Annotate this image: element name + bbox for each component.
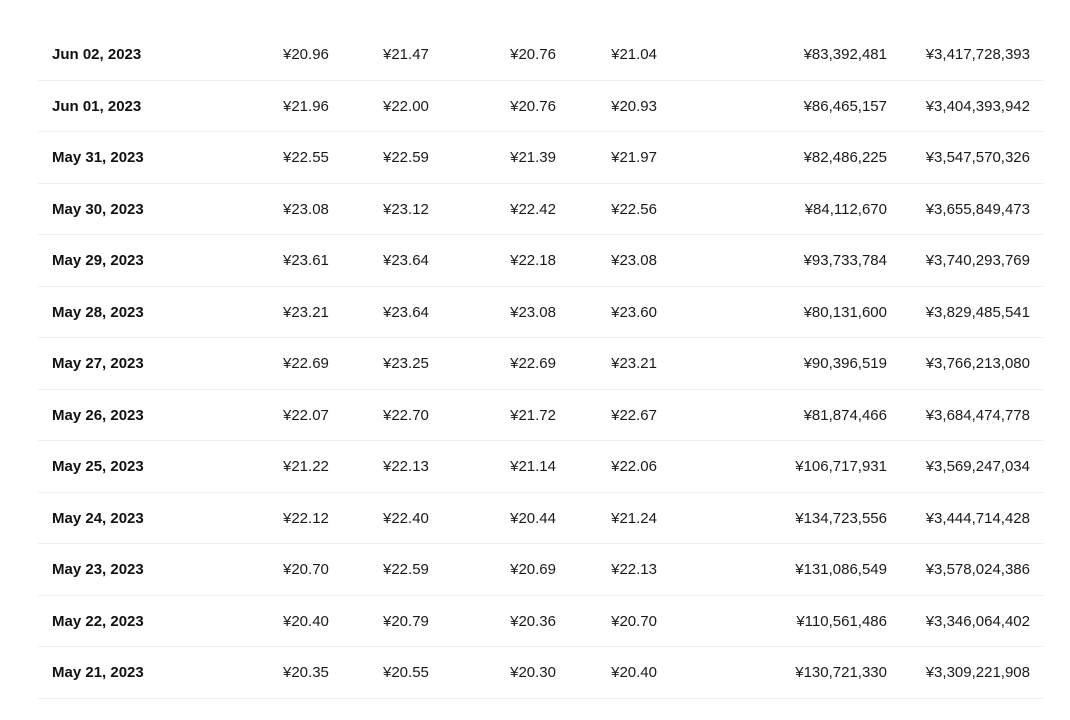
cell-market-cap: ¥3,684,474,778 bbox=[925, 406, 1030, 424]
cell-high: ¥23.64 bbox=[383, 303, 429, 321]
table-row bbox=[38, 235, 1044, 287]
cell-volume: ¥93,733,784 bbox=[803, 252, 887, 269]
table-row bbox=[38, 596, 1044, 648]
cell-high: ¥22.59 bbox=[383, 561, 429, 578]
cell-close: ¥20.40 bbox=[611, 664, 657, 681]
cell-high: ¥22.13 bbox=[383, 458, 429, 475]
cell-market-cap: ¥3,346,064,402 bbox=[925, 612, 1030, 630]
cell-volume: ¥106,717,931 bbox=[795, 458, 887, 475]
cell-date: May 30, 2023 bbox=[52, 200, 144, 218]
cell-low: ¥20.30 bbox=[510, 664, 556, 681]
cell-volume: ¥134,723,556 bbox=[795, 509, 887, 527]
cell-date: May 22, 2023 bbox=[52, 612, 144, 630]
cell-low: ¥20.44 bbox=[510, 509, 556, 527]
cell-close: ¥22.67 bbox=[611, 406, 657, 424]
cell-market-cap: ¥3,569,247,034 bbox=[925, 458, 1030, 475]
table-row bbox=[38, 647, 1044, 699]
cell-close: ¥22.13 bbox=[611, 561, 657, 578]
cell-date: May 28, 2023 bbox=[52, 303, 144, 321]
cell-open: ¥23.61 bbox=[283, 252, 329, 269]
cell-market-cap: ¥3,829,485,541 bbox=[925, 303, 1030, 321]
cell-market-cap: ¥3,655,849,473 bbox=[925, 200, 1030, 218]
cell-market-cap: ¥3,740,293,769 bbox=[925, 252, 1030, 269]
cell-close: ¥20.70 bbox=[611, 612, 657, 630]
cell-volume: ¥131,086,549 bbox=[795, 561, 887, 578]
cell-date: May 26, 2023 bbox=[52, 406, 144, 424]
cell-date: Jun 01, 2023 bbox=[52, 97, 142, 115]
cell-open: ¥22.55 bbox=[283, 149, 329, 166]
cell-low: ¥20.36 bbox=[510, 612, 556, 630]
cell-volume: ¥84,112,670 bbox=[804, 200, 887, 218]
cell-close: ¥22.56 bbox=[611, 200, 657, 218]
cell-date: May 31, 2023 bbox=[52, 149, 144, 166]
cell-market-cap: ¥3,309,221,908 bbox=[925, 664, 1030, 681]
table-row bbox=[38, 390, 1044, 442]
cell-market-cap: ¥3,578,024,386 bbox=[925, 561, 1030, 578]
cell-open: ¥22.69 bbox=[283, 355, 329, 372]
cell-low: ¥23.08 bbox=[510, 303, 556, 321]
cell-low: ¥20.76 bbox=[510, 97, 556, 115]
cell-high: ¥23.25 bbox=[383, 355, 429, 372]
cell-volume: ¥82,486,225 bbox=[803, 149, 887, 166]
cell-close: ¥21.24 bbox=[611, 509, 657, 527]
cell-open: ¥22.07 bbox=[283, 406, 329, 424]
cell-open: ¥20.70 bbox=[283, 561, 329, 578]
cell-low: ¥21.39 bbox=[510, 149, 556, 166]
cell-volume: ¥130,721,330 bbox=[795, 664, 887, 681]
cell-market-cap: ¥3,404,393,942 bbox=[925, 97, 1030, 115]
cell-close: ¥22.06 bbox=[611, 458, 657, 475]
cell-date: May 24, 2023 bbox=[52, 509, 144, 527]
table-row bbox=[38, 441, 1044, 493]
cell-market-cap: ¥3,444,714,428 bbox=[925, 509, 1030, 527]
cell-close: ¥21.04 bbox=[611, 46, 657, 63]
cell-high: ¥20.55 bbox=[383, 664, 429, 681]
cell-high: ¥22.59 bbox=[383, 149, 429, 166]
cell-volume: ¥90,396,519 bbox=[803, 355, 887, 372]
cell-volume: ¥110,561,486 bbox=[796, 612, 887, 630]
cell-open: ¥20.35 bbox=[283, 664, 329, 681]
cell-open: ¥22.12 bbox=[283, 509, 329, 527]
cell-date: May 21, 2023 bbox=[52, 664, 144, 681]
cell-volume: ¥86,465,157 bbox=[803, 97, 887, 115]
cell-volume: ¥80,131,600 bbox=[803, 303, 887, 321]
cell-date: May 29, 2023 bbox=[52, 252, 144, 269]
cell-open: ¥23.21 bbox=[283, 303, 329, 321]
table-row bbox=[38, 81, 1044, 133]
cell-low: ¥21.14 bbox=[510, 458, 556, 475]
table-row bbox=[38, 29, 1044, 81]
cell-high: ¥22.00 bbox=[383, 97, 429, 115]
table-row bbox=[38, 338, 1044, 390]
cell-low: ¥22.42 bbox=[510, 200, 556, 218]
table-row bbox=[38, 493, 1044, 545]
cell-low: ¥21.72 bbox=[510, 406, 556, 424]
cell-open: ¥20.96 bbox=[283, 46, 329, 63]
cell-close: ¥23.60 bbox=[611, 303, 657, 321]
table-row bbox=[38, 132, 1044, 184]
cell-open: ¥20.40 bbox=[283, 612, 329, 630]
cell-low: ¥20.69 bbox=[510, 561, 556, 578]
cell-high: ¥23.64 bbox=[383, 252, 429, 269]
cell-low: ¥22.69 bbox=[510, 355, 556, 372]
cell-market-cap: ¥3,547,570,326 bbox=[925, 149, 1030, 166]
cell-high: ¥21.47 bbox=[383, 46, 429, 63]
cell-market-cap: ¥3,766,213,080 bbox=[925, 355, 1030, 372]
cell-close: ¥20.93 bbox=[611, 97, 657, 115]
historical-data-table bbox=[38, 29, 1044, 699]
cell-volume: ¥83,392,481 bbox=[803, 46, 887, 63]
table-row bbox=[38, 544, 1044, 596]
cell-low: ¥22.18 bbox=[510, 252, 556, 269]
cell-high: ¥22.70 bbox=[383, 406, 429, 424]
cell-low: ¥20.76 bbox=[510, 46, 556, 63]
cell-high: ¥23.12 bbox=[383, 200, 429, 218]
cell-high: ¥22.40 bbox=[383, 509, 429, 527]
cell-close: ¥21.97 bbox=[611, 149, 657, 166]
cell-date: Jun 02, 2023 bbox=[52, 46, 142, 63]
cell-market-cap: ¥3,417,728,393 bbox=[925, 46, 1030, 63]
cell-open: ¥21.96 bbox=[283, 97, 329, 115]
cell-volume: ¥81,874,466 bbox=[803, 406, 887, 424]
cell-date: May 23, 2023 bbox=[52, 561, 144, 578]
table-row bbox=[38, 287, 1044, 339]
cell-date: May 25, 2023 bbox=[52, 458, 144, 475]
cell-date: May 27, 2023 bbox=[52, 355, 144, 372]
cell-close: ¥23.21 bbox=[611, 355, 657, 372]
table-row bbox=[38, 184, 1044, 236]
cell-high: ¥20.79 bbox=[383, 612, 429, 630]
cell-open: ¥21.22 bbox=[283, 458, 329, 475]
cell-close: ¥23.08 bbox=[611, 252, 657, 269]
cell-open: ¥23.08 bbox=[283, 200, 329, 218]
